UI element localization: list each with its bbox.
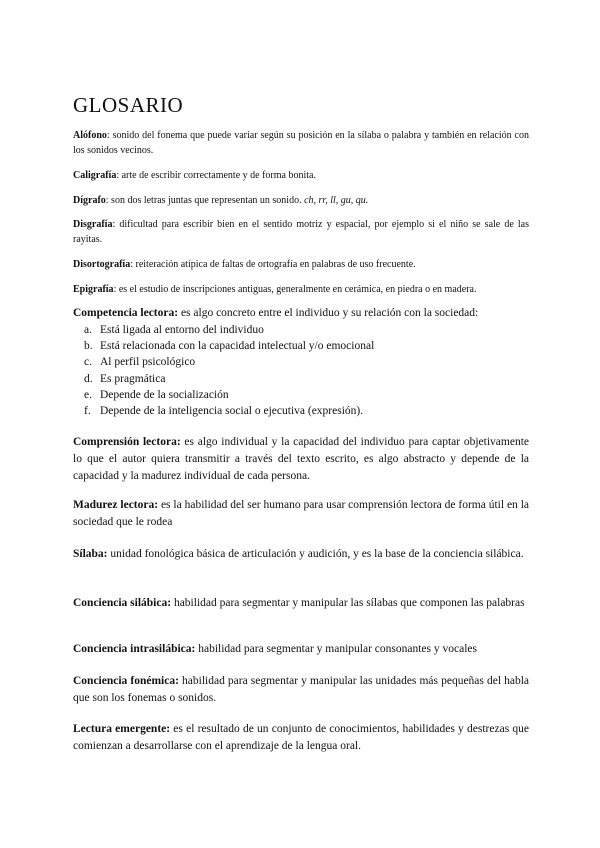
entry-conciencia-intrasilabica <box>73 641 529 658</box>
entry-definition: : sonido del fonema que puede variar según su posición en la sílaba o palabra y también en relación con los sonidos vecinos. <box>73 130 529 156</box>
list-item <box>84 403 530 419</box>
entry-definition: es la habilidad del ser humano para usar comprensión lectora de forma útil en la sociedad que le rodea <box>73 499 529 528</box>
list-item-text: Depende de la socialización <box>100 388 229 401</box>
list-item <box>84 338 530 354</box>
list-marker: a. <box>84 324 92 336</box>
entry-conciencia-silabica <box>73 595 529 612</box>
list-item-text: Está ligada al entorno del individuo <box>100 324 264 336</box>
entry-digrafo <box>73 193 529 208</box>
entry-definition: es el resultado de un conjunto de conocimientos, habilidades y destrezas que comienzan a desarrollarse con el aprendizaje de la lengua oral. <box>73 723 529 752</box>
entry-definition: habilidad para segmentar y manipular las unidades más pequeñas del habla que son los fonemas o sonidos. <box>73 675 530 704</box>
entry-term: Conciencia fonémica: <box>73 675 179 687</box>
list-item <box>84 354 530 370</box>
entry-examples: ch, rr, ll, gu, qu. <box>304 195 369 206</box>
list-marker: e. <box>84 388 92 401</box>
list-marker: c. <box>84 356 92 369</box>
entry-term: Caligrafía <box>73 170 117 181</box>
competencia-list <box>73 322 530 419</box>
list-marker: d. <box>84 372 93 385</box>
entry-term: Competencia lectora: <box>73 307 179 319</box>
entry-disgrafia <box>73 217 529 247</box>
list-item-text: Es pragmática <box>100 372 166 385</box>
entry-definition: habilidad para segmentar y manipular las sílabas que componen las palabras <box>171 597 525 609</box>
entry-term: Madurez lectora: <box>73 499 159 511</box>
entry-conciencia-fonemica <box>73 673 529 707</box>
entry-term: Disgrafía <box>73 219 113 230</box>
entry-term: Comprensión lectora: <box>73 436 181 448</box>
entry-term: Epigrafía <box>73 284 114 295</box>
entry-definition: : son dos letras juntas que representan un sonido. <box>105 195 305 206</box>
entry-definition: : dificultad para escribir bien en el sentido motriz y espacial, por ejemplo si el niño se sale de las rayitas. <box>73 219 529 245</box>
entry-definition: es algo individual y la capacidad del individuo para captar objetivamente lo que el autor quiera transmitir a través del texto escrito, es algo abstracto y depende de la capacidad y la madurez individual de cada persona. <box>73 436 529 482</box>
list-item-text: Depende de la inteligencia social o ejecutiva (expresión). <box>100 405 364 418</box>
list-item-text: Está relacionada con la capacidad intelectual y/o emocional <box>100 340 375 353</box>
entry-epigrafia <box>73 282 529 297</box>
entry-definition: : arte de escribir correctamente y de forma bonita. <box>116 170 316 181</box>
entry-term: Alófono <box>73 130 107 141</box>
entry-definition: : reiteración atípica de faltas de ortografía en palabras de uso frecuente. <box>130 259 416 270</box>
entry-madurez-lectora <box>73 497 529 531</box>
entry-lectura-emergente <box>73 721 529 755</box>
page-title: GLOSARIO <box>73 93 184 117</box>
entry-term: Lectura emergente: <box>73 723 171 735</box>
entry-comprension-lectora <box>73 434 529 485</box>
entry-term: Conciencia intrasilábica: <box>73 643 196 655</box>
entry-definition: unidad fonológica básica de articulación y audición, y es la base de la conciencia silábica. <box>107 548 524 560</box>
entry-alofono <box>73 128 529 158</box>
entry-term: Dígrafo <box>73 195 106 206</box>
list-item <box>84 371 530 387</box>
entry-term: Sílaba: <box>73 548 108 560</box>
entry-definition: habilidad para segmentar y manipular consonantes y vocales <box>195 643 477 655</box>
entry-definition: es algo concreto entre el individuo y su relación con la sociedad: <box>178 307 479 319</box>
entry-competencia-lectora <box>73 305 529 322</box>
entry-definition: : es el estudio de inscripciones antiguas, generalmente en cerámica, en piedra o en madera. <box>113 284 477 295</box>
entry-term: Conciencia silábica: <box>73 597 172 609</box>
entry-term: Disortografía <box>73 259 131 270</box>
entry-caligrafia <box>73 168 529 183</box>
list-item <box>84 322 530 338</box>
list-item <box>84 387 530 403</box>
entry-silaba <box>73 546 529 563</box>
list-marker: b. <box>84 340 93 353</box>
list-marker: f. <box>84 405 91 418</box>
entry-disortografia <box>73 257 529 272</box>
list-item-text: Al perfil psicológico <box>100 356 196 369</box>
